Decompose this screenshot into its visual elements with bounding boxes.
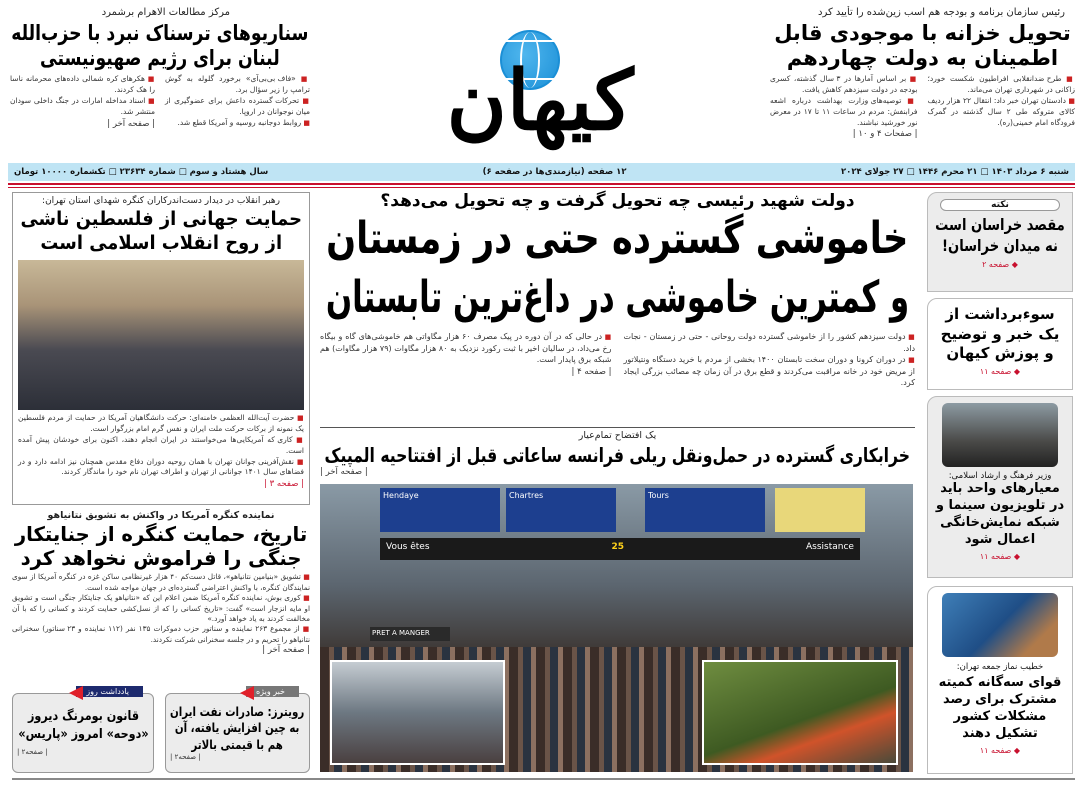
sidebar-card-friday-prayer[interactable] [927, 586, 1073, 774]
page-ref[interactable]: ◆ صفحه ۱۱ [934, 746, 1066, 755]
headline: معیارهای واحد باید در تلویزیون سینما و شبکه نمایش‌خانگی اعمال شود [935, 481, 1065, 547]
top-right-story[interactable] [770, 6, 1075, 161]
kicker: خطیب نماز جمعه تهران: [956, 662, 1044, 672]
bullet: ■ هکرهای کره شمالی داده‌های محرمانه ناسا را هک کردند. [10, 74, 155, 96]
issue-info: سال هشتاد و سوم □ شماره ۲۳۶۳۴ □ تکشماره ۱۰۰۰۰ تومان [14, 167, 269, 177]
headline: مقصد خراسان است نه میدان خراسان! [935, 215, 1065, 255]
tag-note: نکته [940, 199, 1060, 211]
bullet: ■ تحرکات گسترده داعش برای عضوگیری از میان نوجوانان در اروپا. [165, 96, 310, 118]
page-ref[interactable]: | صفحه ۴ | [572, 367, 612, 377]
arrow-icon [69, 686, 83, 700]
bullet: ■ اسناد مداخله امارات در جنگ داخلی سودان منتشر شد. [10, 96, 155, 118]
tag-special-news: خبر ویژه [246, 686, 299, 697]
page-ref[interactable]: ◆ صفحه ۱۱ [934, 367, 1066, 376]
main-story[interactable] [320, 191, 915, 389]
headline: رویترز: صادرات نفت ایران به چین افزایش یافته، آن هم با قیمتی بالاتر [170, 704, 305, 752]
page-ref[interactable]: | صفحه آخر | [107, 119, 155, 129]
bullet: ■ از مجموع ۲۶۳ نماینده و سناتور حزب دموکرات ۱۳۵ نفر (۱۱۲ نماینده و ۲۳ سناتور) سخنرانی نتانیاهو را تحریم و در جلسه سخنرانی شرکت نکردند. [12, 624, 310, 645]
date: شنبه ۶ مرداد ۱۴۰۳ □ ۲۱ محرم ۱۴۴۶ □ ۲۷ جولای ۲۰۲۴ [840, 167, 1069, 177]
kicker: یک افتضاح تمام‌عیار [578, 430, 657, 441]
bullet: ■ تشویق «بنیامین نتانیاهو»، قاتل دست‌کم ۴۰ هزار غیرنظامی ساکن غزه در کنگره آمریکا از سوی نمایندگان کنگره، با واکنش اعتراضی گسترده‌ای در جهان مواجه شده است. [12, 572, 310, 593]
departure-board: Chartres [506, 488, 616, 532]
bullet: ■ کوری بوش، نماینده کنگره آمریکا ضمن اعلام این که «نتانیاهو یک جنایتکار جنگی است و تشویق او مایه انزجار است» گفت: «تاریخ کسانی را که از نسل‌کشی حمایت کردند و کسانی را که با آن مخالفت کردند به یاد خواهد آورد.» [12, 593, 310, 624]
info-panel [775, 488, 865, 532]
headline-line-2: و کمترین خاموشی در داغ‌ترین تابستان [325, 272, 910, 323]
kicker: مرکز مطالعات الاهرام برشمرد [101, 7, 230, 18]
page-ref[interactable]: ◆ صفحه ۱۱ [934, 552, 1066, 561]
headline: تاریخ، حمایت کنگره از جنایتکار جنگی را فراموش نخواهد کرد [14, 522, 308, 570]
sidebar-card-culture-minister[interactable] [927, 396, 1073, 578]
inset-photo-rail-damage [702, 660, 898, 765]
bullet: ■ حضرت آیت‌الله العظمی خامنه‌ای: حرکت دانشگاهیان آمریکا در حمایت از مردم فلسطین یک نمونه از برکات حرکت ملت ایران و نفس گرم امام بزرگوار است. [18, 413, 304, 435]
kicker: رهبر انقلاب در دیدار دست‌اندرکاران کنگره شهدای استان تهران: [42, 196, 280, 206]
page-ref[interactable]: ◆ صفحه ۲ [934, 260, 1066, 269]
kicker: وزیر فرهنگ و ارشاد اسلامی: [948, 471, 1052, 481]
inset-photo-travelers [330, 660, 505, 765]
special-news-box[interactable] [165, 687, 310, 773]
bullet: ■ توصیه‌های وزارت بهداشت درباره اشعه فرابنفش: مردم در ساعات ۱۱ تا ۱۷ در معرض نور خورشید نباشند. [770, 96, 918, 129]
bullet: ■ طرح ضدانقلابی افراطیون شکست خورد؛ زاکانی در شهرداری تهران می‌ماند. [928, 74, 1076, 96]
page-ref[interactable]: | صفحه۲ | [170, 753, 305, 761]
tag-editorial: یادداشت روز [76, 686, 143, 697]
congress-story[interactable] [12, 510, 310, 657]
bullet: ■ «فاف بی‌بی‌آی» برخورد گلوله به گوش ترامپ را زیر سؤال برد. [165, 74, 310, 96]
signage-bar [380, 538, 860, 560]
sign-text: Assistance [806, 542, 854, 552]
divider [8, 183, 1075, 185]
bullet: ■ دادستان تهران خبر داد: انتقال ۲۲ هزار ردیف کالای متروکه طی ۲ سال گذشته در گمرک فرودگاه امام خمینی(ره). [928, 96, 1076, 129]
departure-board: Tours [645, 488, 765, 532]
logo-text: کیهان [446, 53, 634, 149]
editorial-box[interactable] [12, 687, 154, 773]
station-photo [320, 484, 913, 772]
headline: قوای سه‌گانه کمیته مشترک برای رصد مشکلات کشور تشکیل دهند [938, 675, 1062, 741]
headline-line-1: خاموشی گسترده حتی در زمستان [326, 213, 909, 264]
masthead-logo [390, 20, 690, 160]
departure-board: Hendaye [380, 488, 500, 532]
page-count: ۱۲ صفحه (نیازمندی‌ها در صفحه ۶) [482, 167, 627, 177]
bullet: ■ در دوران کرونا و دوران سخت تابستان ۱۴۰۰ بخشی از مردم با خرید دستگاه ونتیلاتور از مریض خود در خانه مراقبت می‌کردند و قطع برق در آن زمان چه مصائب بزرگی ایجاد کرد. [624, 354, 916, 389]
divider [8, 187, 1075, 188]
bullet: ■ در حالی که در آن دوره در پیک مصرف ۶۰ هزار مگاواتی هم خاموشی‌های گاه و بیگاه رخ می‌داد، در سالیان اخیر با ثبت رکورد نزدیک به ۸۰ هزار مگاوات (۷۹ هزار مگاوات) هم شبکه برق پایدار است. [320, 331, 612, 366]
info-bar [8, 163, 1075, 181]
page-ref[interactable]: | صفحه ۳ | [264, 479, 304, 489]
kicker: نماینده کنگره آمریکا در واکنش به تشویق نتانیاهو [47, 510, 275, 521]
headline: خرابکاری گسترده در حمل‌ونقل ریلی فرانسه ساعاتی قبل از افتتاحیه المپیک [324, 444, 911, 468]
sidebar-card-note[interactable] [927, 192, 1073, 292]
sidebar-card-apology[interactable] [927, 298, 1073, 390]
headline: حمایت جهانی از فلسطین ناشی از روح انقلاب اسلامی است [20, 208, 302, 254]
headline: تحویل خزانه با موجودی قابل اطمینان به دولت چهاردهم [774, 21, 1071, 71]
divider [320, 427, 915, 428]
bullet: ■ بر اساس آمارها در ۳ سال گذشته، کسری بودجه در دولت سیزدهم کاهش یافت. [770, 74, 918, 96]
page-ref[interactable]: | صفحات ۴ و ۱۰ | [853, 129, 918, 139]
cleric-photo [942, 593, 1058, 657]
arrow-icon [240, 686, 254, 700]
page-ref[interactable]: | صفحه آخر | [320, 467, 915, 477]
headline: سناریوهای ترسناک نبرد با حزب‌الله لبنان برای رژیم صهیونیستی [11, 21, 309, 71]
bullet: ■ دولت سیزدهم کشور را از خاموشی گسترده دولت روحانی - حتی در زمستان - نجات داد. [624, 331, 916, 354]
sign-text: 25 [611, 542, 625, 552]
shop-sign: PRET A MANGER [370, 627, 450, 641]
page-ref[interactable]: | صفحه آخر | [262, 645, 310, 655]
bullet: ■ روابط دوجانبه روسیه و آمریکا قطع شد. [165, 118, 310, 129]
leader-story[interactable] [12, 192, 310, 505]
kicker: دولت شهید رئیسی چه تحویل گرفت و چه تحویل می‌دهد؟ [380, 191, 855, 211]
bullet: ■ نقش‌آفرینی جوانان تهران با همان روحیه دوران دفاع مقدس همچنان نیز ادامه دارد و در فضاهای سال ۱۴۰۱ جوانانی از تهران و اطراف تهران نام خود را ماندگار کردند. [18, 457, 304, 479]
headline: قانون بومرنگ دیروز «دوحه» امروز «پاریس» [17, 709, 149, 743]
leader-meeting-photo [18, 260, 304, 410]
kicker: رئیس سازمان برنامه و بودجه هم اسب زین‌شده را تأیید کرد [817, 7, 1065, 18]
page-ref[interactable]: | صفحه۲ | [17, 748, 149, 756]
sign-text: Vous êtes [386, 542, 430, 552]
bullet: ■ کاری که آمریکایی‌ها می‌خواستند در ایران انجام دهند، اکنون برای خودشان پیش آمده است. [18, 435, 304, 457]
minister-photo [942, 403, 1058, 467]
headline: سوء‌برداشت از یک خبر و توضیح و پوزش کیهان [940, 305, 1060, 362]
top-left-story[interactable] [10, 6, 310, 161]
rail-story[interactable] [320, 430, 915, 477]
divider [12, 778, 1075, 780]
